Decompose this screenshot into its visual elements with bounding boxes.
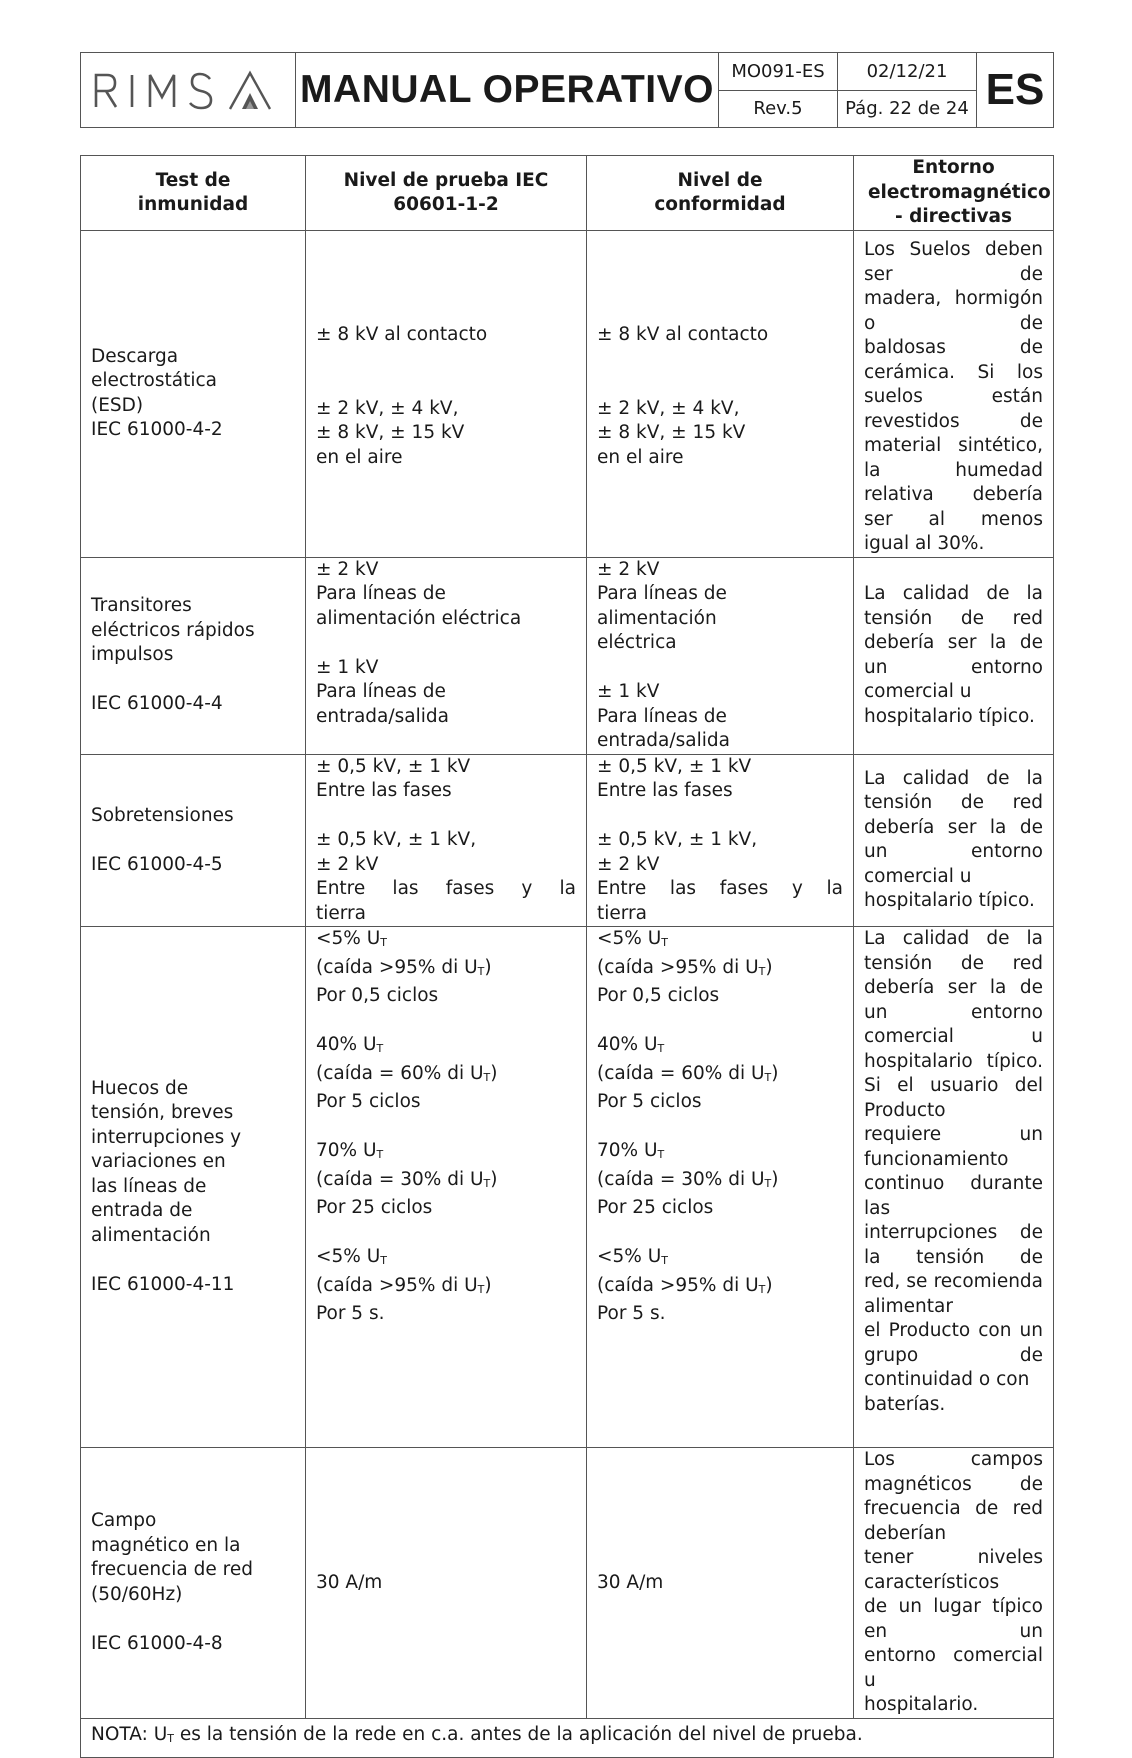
- test-name: [81, 557, 306, 754]
- compliance-level: [587, 557, 854, 754]
- dip-drop: (caída = 30% di $U_T$): [316, 1168, 498, 1190]
- rimsa-logo-icon: [90, 67, 286, 113]
- dip-drop: (caída = 60% di $U_T$): [597, 1062, 779, 1084]
- logo-cell: [81, 53, 296, 128]
- header-environment: Entorno electromagnético - directivas: [854, 156, 1054, 231]
- test-line: electrostática: [91, 370, 217, 392]
- env-line: Los campos magnéticos de: [864, 1449, 1043, 1495]
- test-line: IEC 61000-4-11: [91, 1273, 235, 1295]
- test-name: [81, 231, 306, 558]
- env-line: La calidad de la tensión de red: [864, 928, 1043, 974]
- env-line: frecuencia de red deberían: [864, 1498, 1043, 1544]
- conf-line: ± 1 kV: [597, 681, 660, 702]
- level-line: ± 2 kV, ± 4 kV,: [316, 397, 459, 419]
- dip-duration: Por 0,5 ciclos: [597, 985, 720, 1006]
- env-line: comercial u hospitalario típico.: [864, 1026, 1043, 1072]
- test-line: IEC 61000-4-8: [91, 1632, 223, 1654]
- dip-duration: Por 5 s.: [597, 1303, 666, 1324]
- test-name: [81, 927, 306, 1448]
- doc-code: MO091-ES: [719, 53, 838, 91]
- env-line: baldosas de cerámica. Si los: [864, 337, 1043, 383]
- table-note-row: [81, 1718, 1054, 1757]
- test-line: Campo: [91, 1510, 157, 1532]
- test-line: Transitores: [91, 595, 192, 617]
- table-note: [81, 1718, 1054, 1757]
- note-text: NOTA: U: [91, 1724, 168, 1746]
- dip-duration: Por 5 ciclos: [316, 1091, 421, 1112]
- test-level: [306, 231, 587, 558]
- dip-level: <5% $U_T$: [597, 928, 669, 949]
- test-line: tensión, breves: [91, 1102, 234, 1124]
- level-line: ± 0,5 kV, ± 1 kV,: [316, 829, 477, 850]
- compliance-level: 30 A/m: [587, 1448, 854, 1719]
- note-text: es la tensión de la rede en c.a. antes de la aplicación del nivel de prueba.: [173, 1724, 863, 1746]
- dip-drop: (caída >95% di $U_T$): [316, 1274, 492, 1296]
- test-line: Descarga: [91, 345, 179, 367]
- env-line: el Producto con un grupo de: [864, 1320, 1043, 1366]
- dip-level: 40% $U_T$: [316, 1034, 384, 1055]
- document-title: MANUAL OPERATIVO: [296, 53, 719, 128]
- level-line: Para líneas de: [316, 681, 446, 702]
- test-name: [81, 1448, 306, 1719]
- page-number: Pág. 22 de 24: [838, 90, 977, 128]
- env-line: debería ser la de un entorno: [864, 816, 1043, 863]
- dip-level: 70% $U_T$: [316, 1140, 384, 1161]
- dip-duration: Por 0,5 ciclos: [316, 985, 439, 1006]
- header-test: Test de inmunidad: [81, 156, 306, 231]
- test-line: interrupciones y: [91, 1126, 242, 1148]
- environment-guidance: [854, 754, 1054, 927]
- conf-line: ± 0,5 kV, ± 1 kV: [597, 755, 752, 777]
- doc-date: 02/12/21: [838, 53, 977, 91]
- level-line: tierra: [316, 902, 366, 924]
- conf-line: ± 0,5 kV, ± 1 kV,: [597, 829, 758, 850]
- dip-level: 70% $U_T$: [597, 1140, 665, 1161]
- conf-line: ± 2 kV, ± 4 kV,: [597, 397, 740, 419]
- revision: Rev.5: [719, 90, 838, 128]
- company-logo: [81, 67, 295, 113]
- compliance-level: [587, 231, 854, 558]
- level-line: Para líneas de: [316, 583, 446, 604]
- conf-line: ± 8 kV al contacto: [597, 324, 769, 346]
- test-level: [306, 927, 587, 1448]
- env-line: tener niveles característicos: [864, 1547, 1043, 1593]
- level-line: alimentación eléctrica: [316, 607, 522, 629]
- conf-line: Para líneas de: [597, 705, 727, 727]
- conf-line: eléctrica: [597, 632, 677, 653]
- test-line: IEC 61000-4-5: [91, 853, 223, 875]
- dip-duration: Por 5 ciclos: [597, 1091, 702, 1112]
- level-line: ± 1 kV: [316, 656, 379, 678]
- test-level: [306, 754, 587, 927]
- env-line: interrupciones de la tensión de: [864, 1222, 1043, 1268]
- conf-line: entrada/salida: [597, 730, 730, 751]
- env-line: igual al 30%.: [864, 533, 985, 554]
- dip-drop: (caída = 60% di $U_T$): [316, 1062, 498, 1084]
- dip-level: <5% $U_T$: [597, 1246, 669, 1267]
- env-line: entorno comercial u: [864, 1645, 1043, 1691]
- header-compliance-level: Nivel de conformidad: [587, 156, 854, 231]
- dip-drop: (caída >95% di $U_T$): [597, 956, 773, 978]
- level-line: entrada/salida: [316, 705, 449, 727]
- test-name: [81, 754, 306, 927]
- conf-line: Entre las fases: [597, 780, 733, 801]
- test-line: IEC 61000-4-2: [91, 419, 223, 441]
- level-line: Entre las fases: [316, 780, 452, 801]
- test-line: eléctricos rápidos: [91, 619, 255, 641]
- language-code: ES: [977, 53, 1054, 128]
- immunity-table: [80, 155, 1054, 1758]
- test-line: Huecos de: [91, 1077, 189, 1099]
- test-line: (50/60Hz): [91, 1583, 183, 1605]
- level-line: ± 2 kV: [316, 558, 379, 580]
- environment-guidance: [854, 231, 1054, 558]
- env-line: Los Suelos deben ser de: [864, 239, 1043, 285]
- env-line: continuidad o con baterías.: [864, 1369, 1030, 1415]
- table-row: [81, 557, 1054, 754]
- table-row: [81, 754, 1054, 927]
- env-line: requiere un funcionamiento: [864, 1124, 1043, 1170]
- conf-line: tierra: [597, 902, 647, 924]
- environment-guidance: [854, 1448, 1054, 1719]
- level-line: ± 0,5 kV, ± 1 kV: [316, 755, 471, 777]
- env-line: debería ser la de un entorno: [864, 977, 1043, 1023]
- env-line: madera, hormigón o de: [864, 288, 1043, 334]
- dip-duration: Por 25 ciclos: [597, 1197, 714, 1218]
- env-line: comercial u hospitalario típico.: [864, 681, 1035, 727]
- env-line: continuo durante las: [864, 1173, 1043, 1219]
- level-line: Entre las fases y la: [316, 878, 576, 899]
- level-line: ± 2 kV: [316, 853, 379, 875]
- env-line: material sintético, la humedad: [864, 435, 1043, 481]
- dip-drop: (caída >95% di $U_T$): [597, 1274, 773, 1296]
- header-test-level: Nivel de prueba IEC 60601-1-2: [306, 156, 587, 231]
- conf-line: ± 8 kV, ± 15 kV: [597, 422, 746, 444]
- env-line: Si el usuario del Producto: [864, 1075, 1043, 1121]
- dip-level: 40% $U_T$: [597, 1034, 665, 1055]
- level-line: ± 8 kV al contacto: [316, 324, 488, 346]
- compliance-level: [587, 754, 854, 927]
- test-line: magnético en la: [91, 1534, 241, 1556]
- environment-guidance: [854, 927, 1054, 1448]
- table-row: [81, 231, 1054, 558]
- document-header: [80, 52, 1054, 128]
- conf-line: alimentación: [597, 607, 717, 629]
- dip-level: <5% $U_T$: [316, 1246, 388, 1267]
- table-row: [81, 927, 1054, 1448]
- test-line: las líneas de: [91, 1175, 207, 1197]
- env-line: La calidad de la tensión de red: [864, 767, 1043, 814]
- test-line: variaciones en: [91, 1151, 226, 1173]
- level-line: ± 8 kV, ± 15 kV: [316, 422, 465, 444]
- env-line: suelos están revestidos de: [864, 386, 1043, 432]
- conf-line: en el aire: [597, 446, 684, 468]
- compliance-level: [587, 927, 854, 1448]
- env-line: red, se recomienda alimentar: [864, 1271, 1043, 1317]
- env-line: debería ser la de un entorno: [864, 632, 1043, 678]
- test-level: [306, 557, 587, 754]
- conf-line: Entre las fases y la: [597, 878, 843, 899]
- conf-line: Para líneas de: [597, 583, 727, 604]
- test-line: frecuencia de red: [91, 1559, 253, 1581]
- test-line: Sobretensiones: [91, 804, 234, 826]
- env-line: relativa debería ser al menos: [864, 484, 1043, 530]
- env-line: de un lugar típico en un: [864, 1596, 1043, 1642]
- test-level: 30 A/m: [306, 1448, 587, 1719]
- dip-duration: Por 25 ciclos: [316, 1197, 433, 1218]
- conf-line: ± 2 kV: [597, 853, 660, 875]
- dip-drop: (caída = 30% di $U_T$): [597, 1168, 779, 1190]
- test-line: IEC 61000-4-4: [91, 693, 223, 715]
- test-line: entrada de: [91, 1200, 193, 1222]
- dip-duration: Por 5 s.: [316, 1303, 385, 1324]
- env-line: comercial u hospitalario típico.: [864, 865, 1035, 912]
- test-line: impulsos: [91, 644, 174, 666]
- environment-guidance: [854, 557, 1054, 754]
- level-line: en el aire: [316, 446, 403, 468]
- table-row: [81, 1448, 1054, 1719]
- env-line: La calidad de la tensión de red: [864, 583, 1043, 629]
- dip-level: <5% $U_T$: [316, 928, 388, 949]
- dip-drop: (caída >95% di $U_T$): [316, 956, 492, 978]
- test-line: (ESD): [91, 394, 144, 416]
- test-line: alimentación: [91, 1224, 211, 1246]
- env-line: hospitalario.: [864, 1694, 979, 1715]
- conf-line: ± 2 kV: [597, 558, 660, 580]
- table-header-row: [81, 156, 1054, 231]
- note-subscript: T: [167, 1732, 174, 1746]
